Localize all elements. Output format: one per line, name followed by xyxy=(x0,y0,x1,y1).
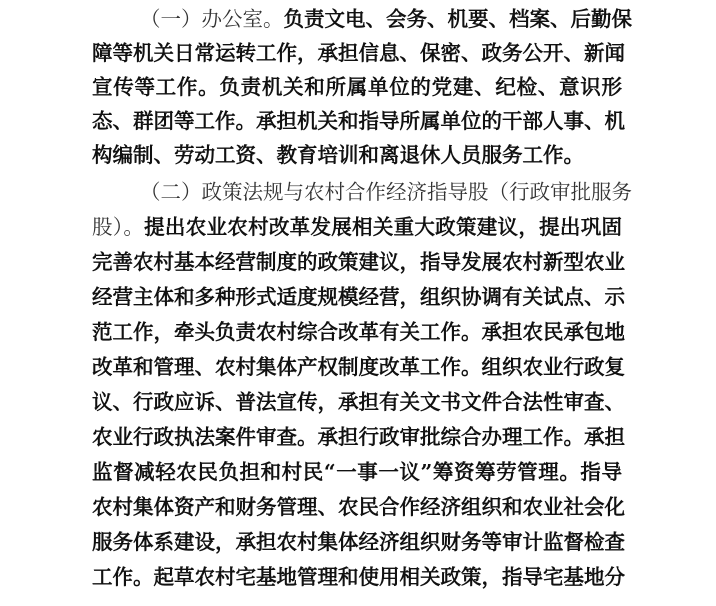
paragraph-line-9: 经营主体和多种形式适度规模经营，组织协调有关试点、示 xyxy=(92,285,625,309)
paragraph-line-12: 议、行政应诉、普法宣传，承担有关文书文件合法性审查、 xyxy=(92,390,625,414)
paragraph-line-16: 服务体系建设，承担农村集体经济组织财务等审计监督检查 xyxy=(92,530,625,554)
paragraph-line-6 xyxy=(140,175,632,209)
paragraph-line-11: 改革和管理、农村集体产权制度改革工作。组织农业行政复 xyxy=(92,355,625,379)
paragraph-line-4: 态、群团等工作。承担机关和指导所属单位的干部人事、机 xyxy=(92,109,625,133)
paragraph-line-8: 完善农村基本经营制度的政策建议，指导发展农村新型农业 xyxy=(92,250,625,274)
section-heading-policy: （二）政策法规与农村合作经济指导股（行政审批服务 xyxy=(140,180,632,204)
paragraph-line-3: 宣传等工作。负责机关和所属单位的党建、纪检、意识形 xyxy=(92,75,622,99)
paragraph-line-14: 监督减轻农民负担和村民“一事一议”筹资筹劳管理。指导 xyxy=(92,460,622,484)
paragraph-line-15: 农村集体资产和财务管理、农民合作经济组织和农业社会化 xyxy=(92,495,625,519)
paragraph-line-7: 股）。提出农业农村改革发展相关重大政策建议，提出巩固 xyxy=(92,215,623,239)
section-heading-office: （一）办公室。 xyxy=(140,7,284,31)
paragraph-line-13: 农业行政执法案件审查。承担行政审批综合办理工作。承担 xyxy=(92,425,625,449)
paragraph-line-10: 范工作，牵头负责农村综合改革有关工作。承担农民承包地 xyxy=(92,320,625,344)
paragraph-line-17: 工作。起草农村宅基地管理和使用相关政策，指导宅基地分 xyxy=(92,565,625,589)
paragraph-line-5: 构编制、劳动工资、教育培训和离退休人员服务工作。 xyxy=(92,143,584,167)
paragraph-line-2: 障等机关日常运转工作，承担信息、保密、政务公开、新闻 xyxy=(92,41,625,65)
paragraph-line-1: （一）办公室。负责文电、会务、机要、档案、后勤保 xyxy=(140,7,632,31)
